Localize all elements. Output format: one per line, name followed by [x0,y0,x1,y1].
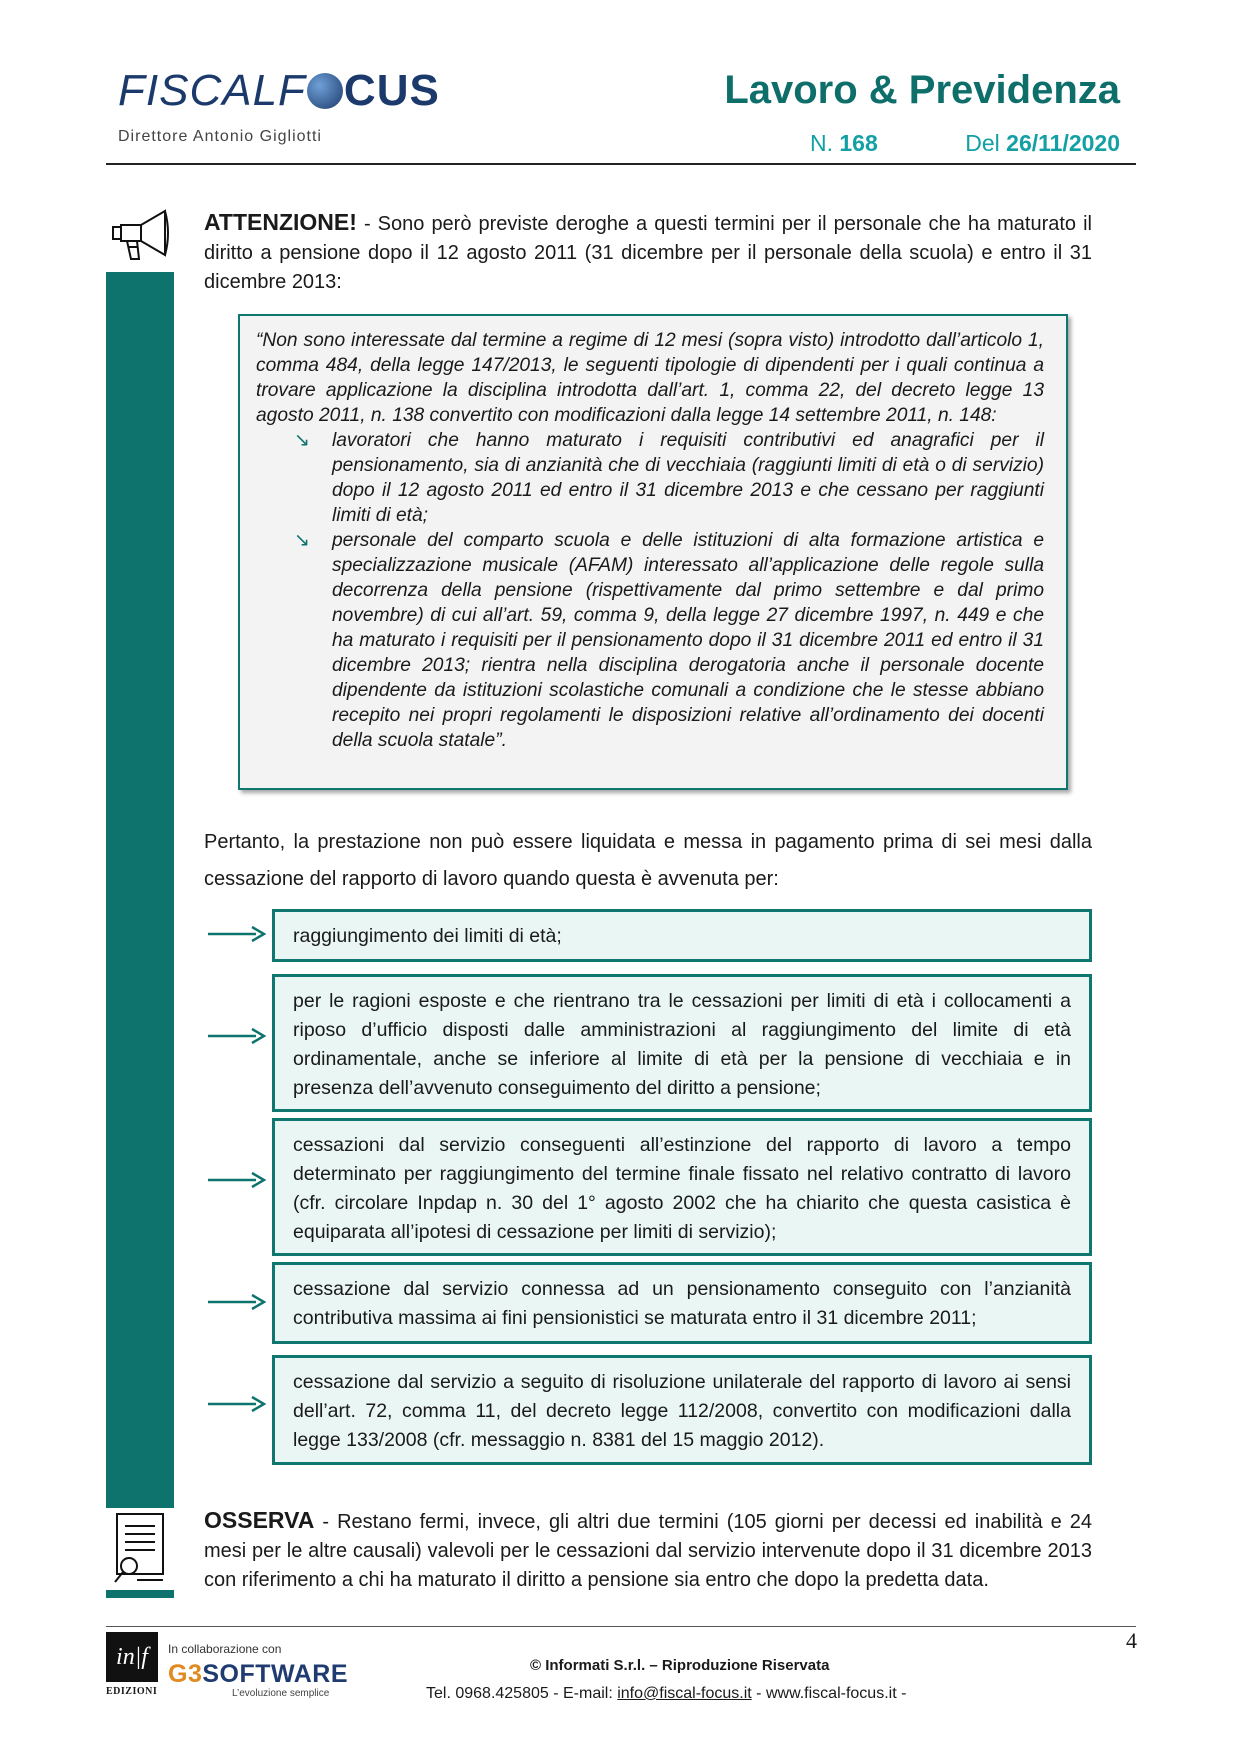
globe-icon [307,73,343,109]
collaboration-label: In collaborazione con [168,1642,282,1656]
contact-line: Tel. 0968.425805 - E-mail: info@fiscal-focus.it - www.fiscal-focus.it - [426,1685,907,1702]
attention-paragraph [204,208,1092,297]
quote-intro: “Non sono interessate dal termine a regime di 12 mesi (sopra visto) introdotto dall’articolo 1, comma 484, della legge 147/2013, le seguenti tipologie di dipendenti per i quali continua a trovare applicazione la disciplina introdotta dall’art. 1, comma 22, del decreto legge 13 agosto 2011, n. 138 convertito con modificazioni dalla legge 14 settembre 2011, n. 148: [256,330,1044,426]
sidebar-bar-end [106,1590,174,1598]
footer-divider [106,1626,1136,1627]
document-search-icon [104,1508,178,1588]
quote-list [256,428,1044,753]
email-link[interactable]: info@fiscal-focus.it [617,1685,752,1702]
right-arrow-icon [208,924,266,944]
issue-number: N. 168 [810,130,878,156]
legal-quote-box [238,314,1068,790]
arrow-bullet-icon: ↘ [294,430,311,451]
right-arrow-icon [208,1394,266,1414]
quote-list-item: ↘ lavoratori che hanno maturato i requisiti contributivi ed anagrafici per il pensionamento, sia di anzianità che di vecchiaia (raggiunti limiti di età o di servizio) dopo il 12 agosto 2011 ed entro il 31 dicembre 2013 e che cessano per raggiunti limiti di età; [294,430,1044,526]
list-item: cessazione dal servizio connessa ad un pensionamento conseguito con l’anzianità contributiva massima ai fini pensionistici se maturata entro il 31 dicembre 2011; [272,1262,1092,1344]
partner-logo: G3SOFTWARE [168,1660,349,1688]
issue-date: Del 26/11/2020 [965,130,1120,156]
section-title: Lavoro & Previdenza [724,68,1120,112]
fiscalfocus-logo: FISCALF CUS [118,66,440,115]
copyright-notice: © Informati S.r.l. – Riproduzione Riservata [530,1657,830,1674]
right-arrow-icon [208,1170,266,1190]
list-item: per le ragioni esposte e che rientrano tra le cessazioni per limiti di età i collocamenti a riposo d’ufficio disposti dalle amministrazioni al raggiungimento del limite di età ordinamentale, anche se inferiore al limite di età per la pensione di vecchiaia e in presenza dell’avvenuto conseguimento del diritto a pensione; [272,974,1092,1112]
sidebar-bar [106,270,174,1510]
page-number: 4 [1126,1628,1137,1653]
right-arrow-icon [208,1292,266,1312]
megaphone-icon [104,200,178,272]
observe-text: - Restano fermi, invece, gli altri due termini (105 giorni per decessi ed inabilità e 24 mesi per le altre causali) valevoli per le cessazioni dal servizio intervenute dopo il 31 dicembre 2013 con riferimento a chi ha maturato il diritto a pensione sia entro che dopo la predetta data. [204,1511,1092,1591]
publisher-name: EDIZIONI [106,1686,158,1697]
attention-label: ATTENZIONE! [204,209,357,235]
right-arrow-icon [208,1026,266,1046]
partner-tagline: L’evoluzione semplice [232,1688,330,1699]
attention-text: - Sono però previste deroghe a questi termini per il personale che ha maturato il diritto a pensione dopo il 12 agosto 2011 (31 dicembre per il personale della scuola) e entro il 31 dicembre 2013: [204,213,1092,293]
pertanto-paragraph: Pertanto, la prestazione non può essere liquidata e messa in pagamento prima di sei mesi dalla cessazione del rapporto di lavoro quando questa è avvenuta per: [204,831,1092,890]
list-item: cessazioni dal servizio conseguenti all’estinzione del rapporto di lavoro a tempo determinato per raggiungimento del termine finale fissato nel relativo contratto di lavoro (cfr. circolare Inpdap n. 30 del 1° agosto 2002 che ha chiarito che questa casistica è equiparata all’ipotesi di cessazione per limiti di servizio); [272,1118,1092,1256]
list-item: cessazione dal servizio a seguito di risoluzione unilaterale del rapporto di lavoro ai sensi dell’art. 72, comma 11, del decreto legge 112/2008, convertito con modificazioni dalla legge 133/2008 (cfr. messaggio n. 8381 del 15 maggio 2012). [272,1355,1092,1465]
arrow-bullet-icon: ↘ [294,530,311,551]
observe-label: OSSERVA [204,1507,315,1533]
observe-paragraph [204,1506,1092,1595]
quote-list-item: ↘ personale del comparto scuola e delle istituzioni di alta formazione artistica e specializzazione musicale (AFAM) interessato all’applicazione delle regole sulla decorrenza della pensione (rispettivamente dal primo settembre e dal primo novembre) di cui all’art. 59, comma 9, della legge 27 dicembre 1997, n. 449 e che ha maturato i requisiti per il pensionamento dopo il 31 dicembre 2011 ed entro il 31 dicembre 2013; rientra nella disciplina derogatoria anche il personale docente dipendente da istituzioni scolastiche comunali a condizione che le stesse abbiano recepito nei propri regolamenti le disposizioni relative all’ordinamento dei docenti della scuola statale”. [294,530,1044,751]
publisher-logo: in|f [106,1632,158,1682]
director-line: Direttore Antonio Gigliotti [118,128,322,145]
header-divider [106,163,1136,165]
list-item: raggiungimento dei limiti di età; [272,909,1092,962]
